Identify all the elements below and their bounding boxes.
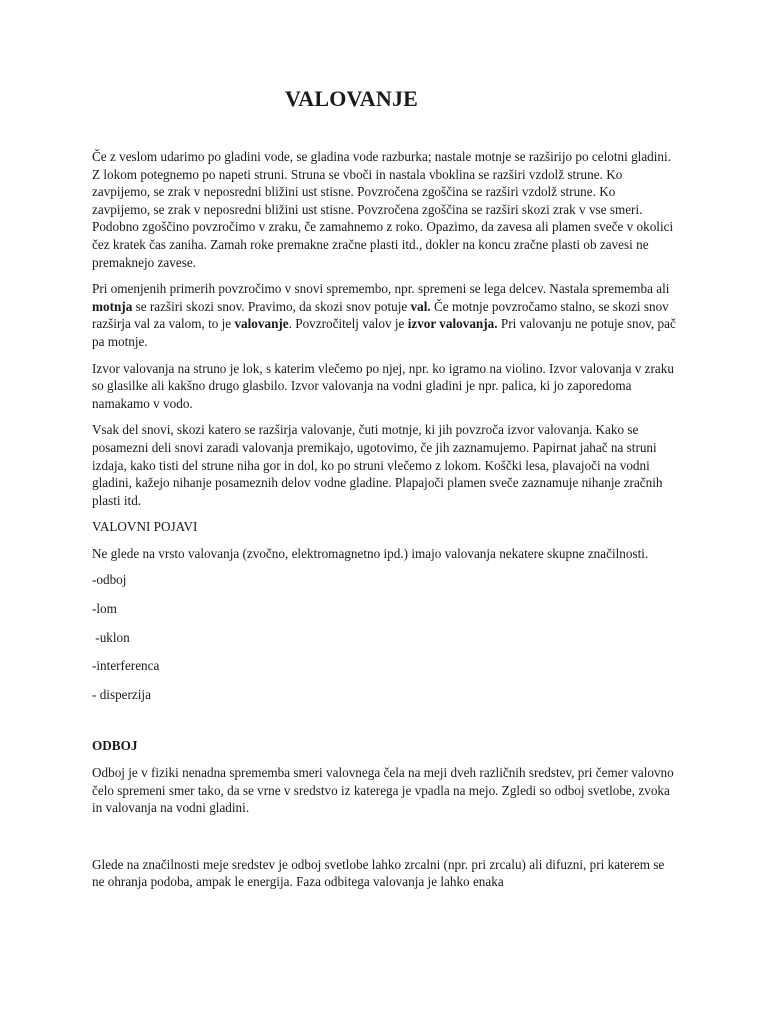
spacer <box>92 826 676 856</box>
phenomena-list <box>92 571 676 703</box>
text-run: Pri valovanju ne potuje snov, pač pa motnje. <box>92 316 676 349</box>
section-heading-reflection: ODBOJ <box>92 738 138 754</box>
section-heading-phenomena: VALOVNI POJAVI <box>92 519 198 535</box>
list-item: -interferenca <box>92 658 160 674</box>
list-item: -lom <box>92 601 117 617</box>
list-item: -odboj <box>92 572 127 588</box>
text-run: se razširi skozi snov. Pravimo, da skozi snov potuje <box>132 298 411 314</box>
phenomena-paragraph: Ne glede na vrsto valovanja (zvočno, elektromagnetno ipd.) imajo valovanja nekatere skupne značilnosti. <box>92 545 649 561</box>
bold-term-val: val. <box>410 298 431 314</box>
reflection-paragraph: Odboj je v fiziki nenadna sprememba smeri valovnega čela na meji dveh različnih sredstev, pri čemer valovno čelo spremeni smer tako, da se vrne v sredstvo iz katerega je vpadla na mejo. Zgledi so odboj svetlobe, zvoka in valovanja na vodni gladini. <box>92 765 674 816</box>
spacer <box>92 714 676 737</box>
bold-term-valovanje: valovanje <box>234 316 289 332</box>
reflection-detail-paragraph: Glede na značilnosti meje sredstev je odboj svetlobe lahko zrcalni (npr. pri zrcalu) ali difuzni, pri katerem se ne ohranja podoba, ampak le energija. Faza odbitega valovanja je lahko enaka <box>92 856 665 890</box>
document-title: VALOVANJE <box>285 86 419 111</box>
motion-paragraph <box>92 280 676 350</box>
text-run: . Povzročitelj valov je <box>288 316 408 332</box>
bold-term-izvor: izvor valovanja. <box>407 316 498 332</box>
list-item: -uklon <box>92 629 130 645</box>
bold-term-motnja: motnja <box>92 298 133 314</box>
text-run: Če motnje povzročamo stalno, se skozi snov razširja val za valom, to je <box>92 298 669 332</box>
list-item: - disperzija <box>92 686 151 702</box>
source-paragraph: Izvor valovanja na struno je lok, s katerim vlečemo po njej, npr. ko igramo na violino. Izvor valovanja v zraku so glasilke ali kakšno drugo glasbilo. Izvor valovanja na vodni gladini je npr. palica, ki jo zaporedoma namakamo v vodo. <box>92 360 674 411</box>
intro-paragraph: Če z veslom udarimo po gladini vode, se gladina vode razburka; nastale motnje se razširijo po celotni gladini. Z lokom potegnemo po napeti struni. Struna se vboči in nastala vboklina se razširi vzdolž strune. Ko zavpijemo, se zrak v neposredni bližini ust stisne. Povzročena zgoščina se razširi vzdolž strune. Ko zavpijemo, se zrak v neposredni bližini ust stisne. Povzročena zgoščina se razširi skozi zrak v vse smeri. Podobno zgoščino povzročimo v zraku, če zamahnemo z roko. Opazimo, da zavesa ali plamen sveče v okolici čez kratek čas zaniha. Zamah roke premakne zračne plasti itd., dokler na koncu zračne plasti ob zavesi ne premaknejo zavese. <box>92 149 674 270</box>
document-page <box>92 86 676 900</box>
text-run: Pri omenjenih primerih povzročimo v snovi spremembo, npr. spremeni se lega delcev. Nastala sprememba ali <box>92 281 670 297</box>
medium-paragraph: Vsak del snovi, skozi katero se razširja valovanje, čuti motnje, ki jih povzroča izvor valovanja. Kako se posamezni deli snovi zaradi valovanja premikajo, ugotovimo, če jih zaznamujemo. Papirnat jahač na struni izdaja, kako tisti del strune niha gor in dol, ko po struni vlečemo z lokom. Koščki lesa, plavajoči na vodni gladini, kažejo nihanje posameznih delov vodne gladine. Plapajoči plamen sveče zaznamuje nihanje zračnih plasti itd. <box>92 422 663 508</box>
